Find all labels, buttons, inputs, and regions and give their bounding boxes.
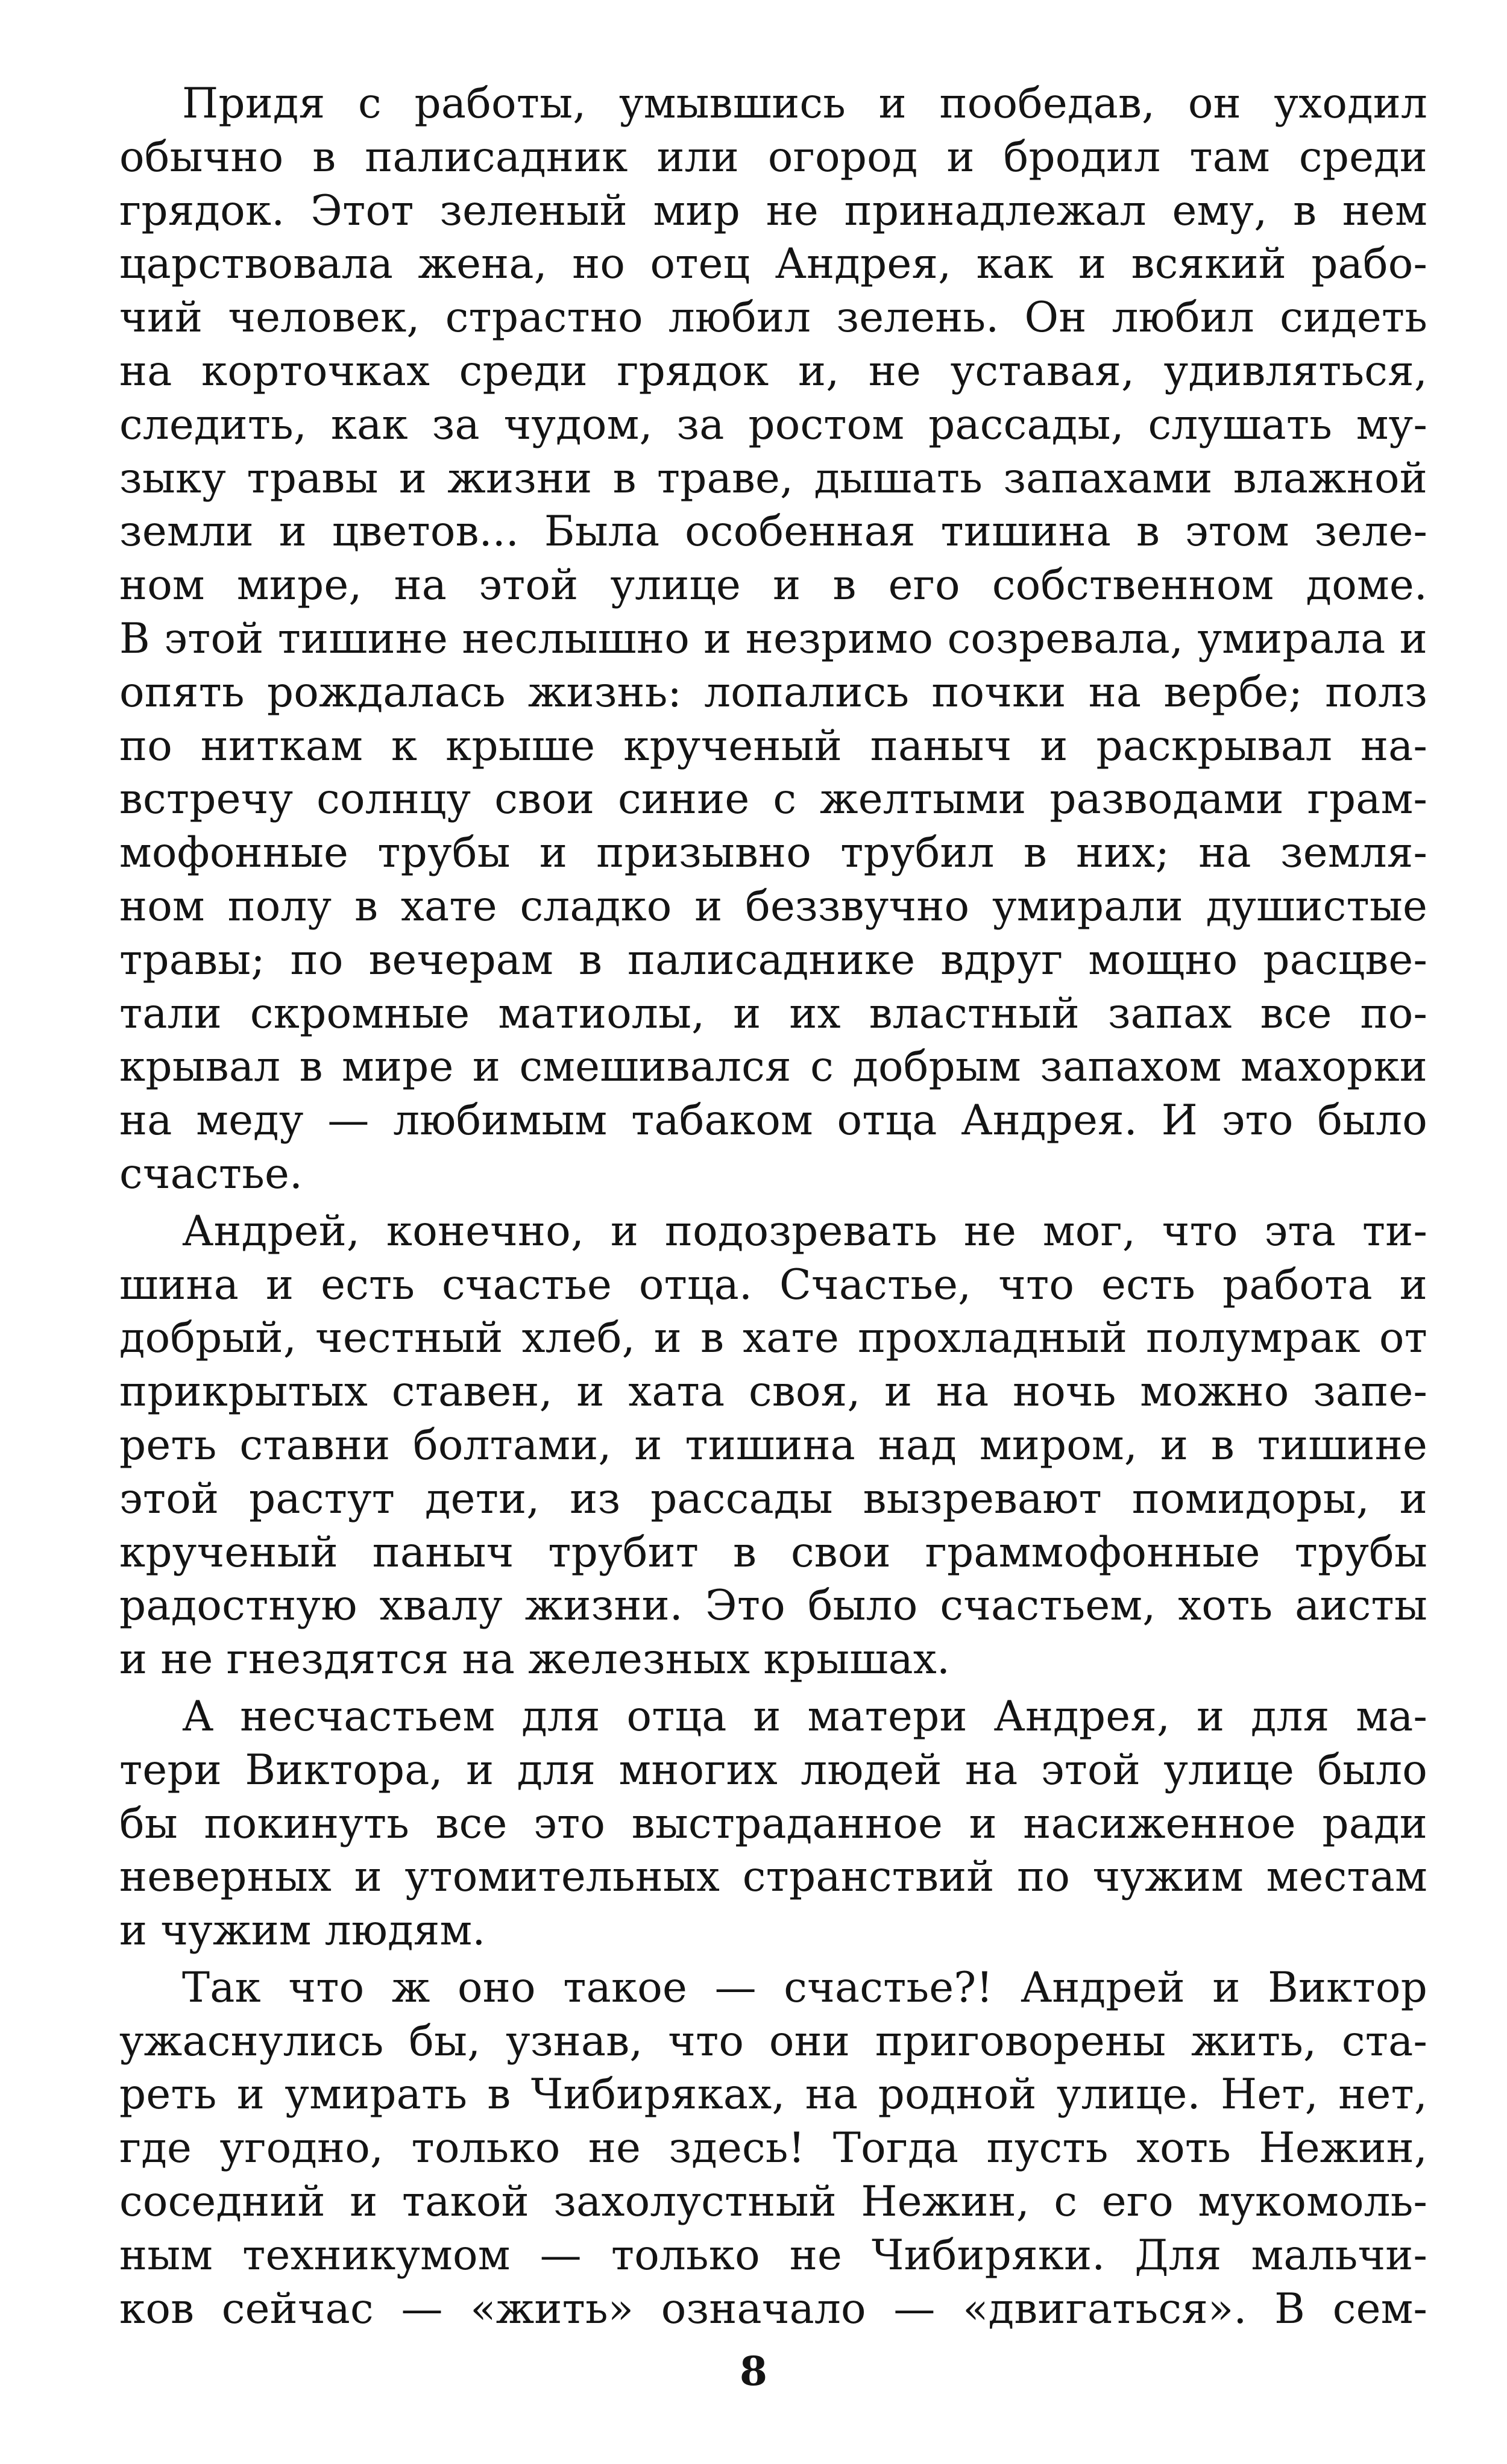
text-line: тали скромные матиолы, и их властный запах все по-	[119, 989, 1427, 1038]
text-line: земли и цветов... Была особенная тишина в этом зеле-	[119, 508, 1427, 556]
text-line: встречу солнцу свои синие с желтыми разводами грам-	[119, 775, 1427, 824]
text-line: ном мире, на этой улице и в его собственном доме.	[119, 561, 1427, 610]
text-line: Так что ж оно такое — счастье?! Андрей и Виктор	[182, 1963, 1427, 2012]
text-line: тери Виктора, и для многих людей на этой улице было	[119, 1746, 1427, 1794]
text-line: неверных и утомительных странствий по чужим местам	[119, 1853, 1427, 1902]
text-line: шина и есть счастье отца. Счастье, что есть работа и	[119, 1260, 1427, 1309]
text-line: Придя с работы, умывшись и пообедав, он уходил	[182, 80, 1427, 128]
text-line: грядок. Этот зеленый мир не принадлежал ему, в нем	[119, 186, 1427, 235]
text-line: ном полу в хате сладко и беззвучно умирали душистые	[119, 882, 1427, 931]
text-line: бы покинуть все это выстраданное и насиженное ради	[119, 1799, 1427, 1848]
body-text	[119, 77, 1427, 2339]
text-line: зыку травы и жизни в траве, дышать запахами влажной	[119, 454, 1427, 503]
paragraph-2	[119, 1205, 1427, 1686]
text-line: по ниткам к крыше крученый паныч и раскрывал на-	[119, 721, 1427, 770]
text-line: на меду — любимым табаком отца Андрея. И это было	[119, 1096, 1427, 1145]
text-line: и чужим людям.	[119, 1906, 486, 1955]
text-line: на корточках среди грядок и, не уставая, удивляться,	[119, 347, 1427, 395]
paragraph-3	[119, 1690, 1427, 1958]
text-line: добрый, честный хлеб, и в хате прохладный полумрак от	[119, 1314, 1427, 1363]
text-line: радостную хвалу жизни. Это было счастьем, хоть аисты	[119, 1582, 1427, 1630]
text-line: этой растут дети, из рассады вызревают помидоры, и	[119, 1474, 1427, 1523]
text-line: ков сейчас — «жить» означало — «двигаться». В сем-	[119, 2284, 1427, 2333]
text-line: А несчастьем для отца и матери Андрея, и для ма-	[182, 1692, 1427, 1741]
text-line: крученый паныч трубит в свои граммофонные трубы	[119, 1528, 1427, 1577]
text-line: где угодно, только не здесь! Тогда пусть хоть Нежин,	[119, 2124, 1427, 2173]
text-line: чий человек, страстно любил зелень. Он любил сидеть	[119, 294, 1427, 342]
text-line: ным техникумом — только не Чибиряки. Для мальчи-	[119, 2231, 1427, 2280]
text-line: и не гнездятся на железных крышах.	[119, 1635, 951, 1684]
text-line: реть ставни болтами, и тишина над миром, и в тишине	[119, 1421, 1427, 1469]
text-line: травы; по вечерам в палисаднике вдруг мощно расцве-	[119, 935, 1427, 984]
text-line: следить, как за чудом, за ростом рассады, слушать му-	[119, 400, 1427, 449]
paragraph-1	[119, 77, 1427, 1201]
text-line: царствовала жена, но отец Андрея, как и всякий рабо-	[119, 240, 1427, 289]
text-line: счастье.	[119, 1149, 303, 1198]
text-line: соседний и такой захолустный Нежин, с его мукомоль-	[119, 2178, 1427, 2227]
text-line: опять рождалась жизнь: лопались почки на вербе; полз	[119, 668, 1427, 717]
text-line: обычно в палисадник или огород и бродил там среди	[119, 133, 1427, 181]
text-line: прикрытых ставен, и хата своя, и на ночь можно запе-	[119, 1368, 1427, 1416]
text-line: Андрей, конечно, и подозревать не мог, что эта ти-	[182, 1207, 1427, 1256]
text-line: крывал в мире и смешивался с добрым запахом махорки	[119, 1043, 1427, 1092]
page-number: 8	[740, 2348, 767, 2395]
paragraph-4	[119, 1961, 1427, 2336]
text-line: мофонные трубы и призывно трубил в них; на земля-	[119, 829, 1427, 878]
text-line: реть и умирать в Чибиряках, на родной улице. Нет, нет,	[119, 2070, 1427, 2119]
text-line: ужаснулись бы, узнав, что они приговорены жить, ста-	[119, 2017, 1427, 2066]
text-line: В этой тишине неслышно и незримо созревала, умирала и	[119, 614, 1427, 663]
